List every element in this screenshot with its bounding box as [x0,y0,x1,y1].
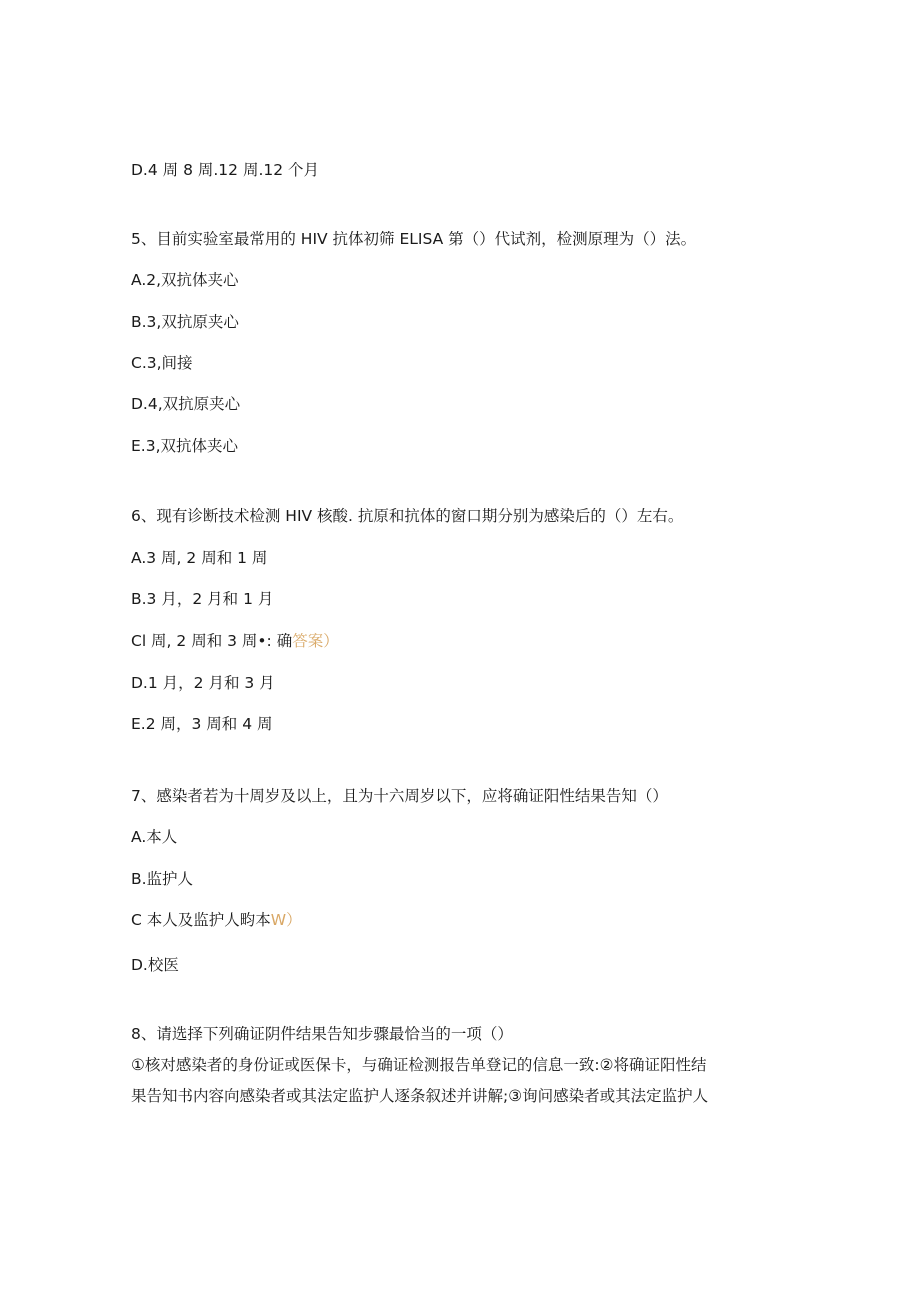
q8-body-line-2: 果告知书内容向感染者或其法定监护人逐条叙述并讲解;③询问感染者或其法定监护人 [131,1087,709,1105]
q7-option-d: D.校医 [131,956,179,974]
q5-question: 5、目前实验室最常用的 HIV 抗体初筛 ELISA 第（）代试剂，检测原理为（）法。 [131,230,697,248]
q6-answer-mark: 答案） [292,632,339,650]
q7-question: 7、感染者若为十周岁及以上，且为十六周岁以下，应将确证阳性结果告知（） [131,787,668,805]
q6-option-e: E.2 周，3 周和 4 周 [131,715,273,733]
q4-option-d: D.4 周 8 周.12 周.12 个月 [131,161,320,179]
q7-option-c [131,910,302,930]
q5-option-b: B.3,双抗原夹心 [131,313,239,331]
q7-option-c-text: C 本人及监护人畇本 [131,911,271,929]
q8-question: 8、请选择下列确证阴件结果告知步骤最恰当的一项（） [131,1025,513,1043]
q5-option-d: D.4,双抗原夹心 [131,395,241,413]
q6-option-a: A.3 周, 2 周和 1 周 [131,549,268,567]
q5-option-c: C.3,间接 [131,354,193,372]
q6-option-b: B.3 月，2 月和 1 月 [131,590,274,608]
q6-option-c [131,631,339,651]
q6-option-c-text: Cl 周, 2 周和 3 周•: 确 [131,632,293,650]
q7-option-a: A.本人 [131,828,178,846]
q5-option-e: E.3,双抗体夹心 [131,437,239,455]
q6-question: 6、现有诊断技术检测 HIV 核酸. 抗原和抗体的窗口期分别为感染后的（）左右。 [131,507,684,525]
q6-option-d: D.1 月，2 月和 3 月 [131,674,275,692]
q7-answer-mark: W） [270,911,302,929]
q5-option-a: A.2,双抗体夹心 [131,271,239,289]
q7-option-b: B.监护人 [131,870,194,888]
q8-body-line-1: ①核对感染者的身份证或医保卡，与确证检测报告单登记的信息一致:②将确证阳性结 [131,1056,707,1074]
